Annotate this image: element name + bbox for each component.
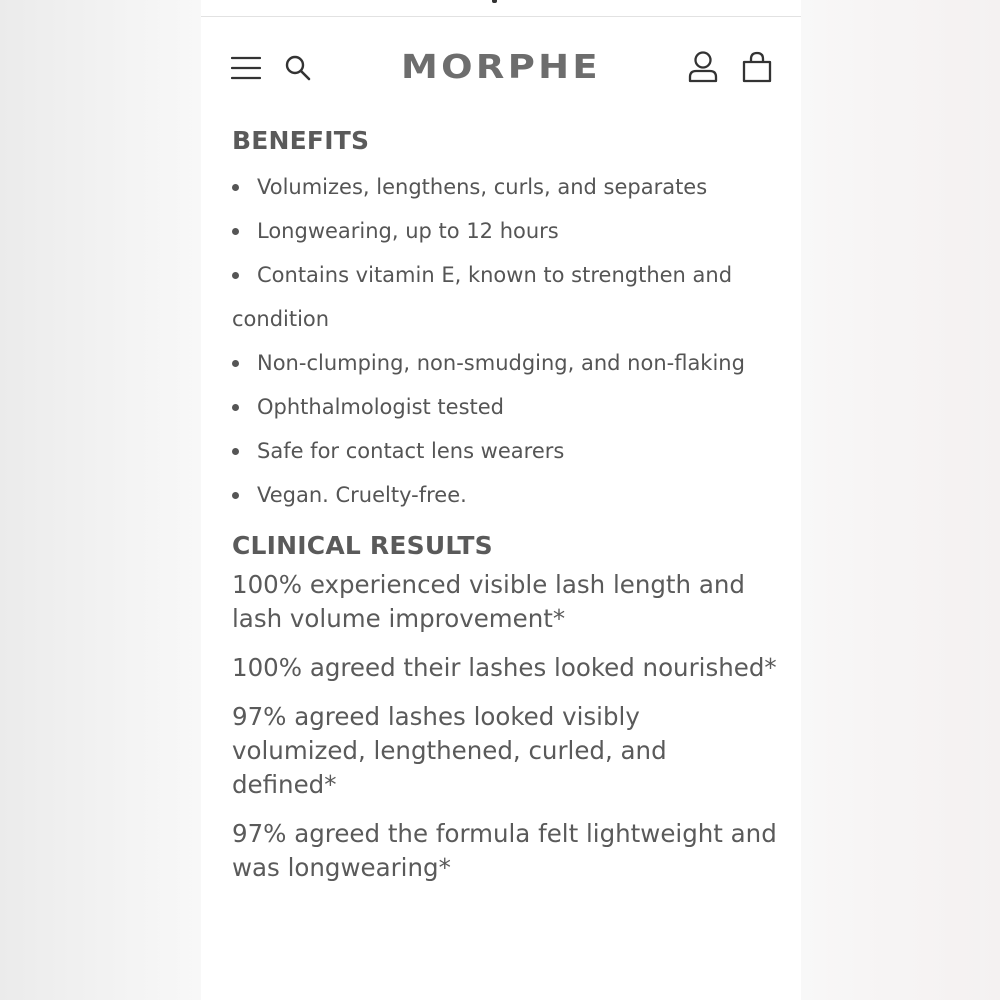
top-strip <box>201 0 801 17</box>
clinical-results-list <box>232 568 777 885</box>
benefits-heading: BENEFITS <box>232 126 370 155</box>
list-item <box>232 429 777 473</box>
bullet-icon <box>232 272 239 279</box>
benefit-text: Non-clumping, non-smudging, and non-flaking <box>257 351 745 375</box>
clinical-results-heading: CLINICAL RESULTS <box>232 531 493 560</box>
benefit-text: Volumizes, lengthens, curls, and separates <box>257 175 708 199</box>
clinical-result: 97% agreed lashes looked visibly volumized, lengthened, curled, and defined* <box>232 702 667 799</box>
benefits-list <box>232 165 777 517</box>
list-item <box>232 209 777 253</box>
list-item <box>232 253 777 341</box>
list-item <box>232 473 777 517</box>
phone-screen <box>201 0 801 1000</box>
list-item <box>232 341 777 385</box>
product-details <box>232 120 777 900</box>
bullet-icon <box>232 360 239 367</box>
benefit-text-continued: condition <box>232 307 330 331</box>
list-item <box>232 165 777 209</box>
benefit-text: Longwearing, up to 12 hours <box>257 219 559 243</box>
clinical-result: 97% agreed the formula felt lightweight and was longwearing* <box>232 819 777 882</box>
bullet-icon <box>232 184 239 191</box>
benefit-text: Ophthalmologist tested <box>257 395 504 419</box>
cut-off-glyph <box>492 0 497 3</box>
account-icon[interactable] <box>688 51 718 83</box>
bullet-icon <box>232 228 239 235</box>
clinical-result: 100% experienced visible lash length and lash volume improvement* <box>232 570 745 633</box>
menu-icon[interactable] <box>231 55 261 81</box>
bullet-icon <box>232 448 239 455</box>
benefit-text: Vegan. Cruelty-free. <box>257 483 467 507</box>
benefit-text: Contains vitamin E, known to strengthen and <box>257 263 733 287</box>
brand-logo[interactable]: MORPHE <box>400 47 602 86</box>
clinical-result: 100% agreed their lashes looked nourished* <box>232 653 777 682</box>
bullet-icon <box>232 492 239 499</box>
bullet-icon <box>232 404 239 411</box>
search-icon[interactable] <box>284 54 312 82</box>
list-item <box>232 385 777 429</box>
site-header <box>201 17 801 117</box>
benefit-text: Safe for contact lens wearers <box>257 439 565 463</box>
bag-icon[interactable] <box>742 51 772 83</box>
